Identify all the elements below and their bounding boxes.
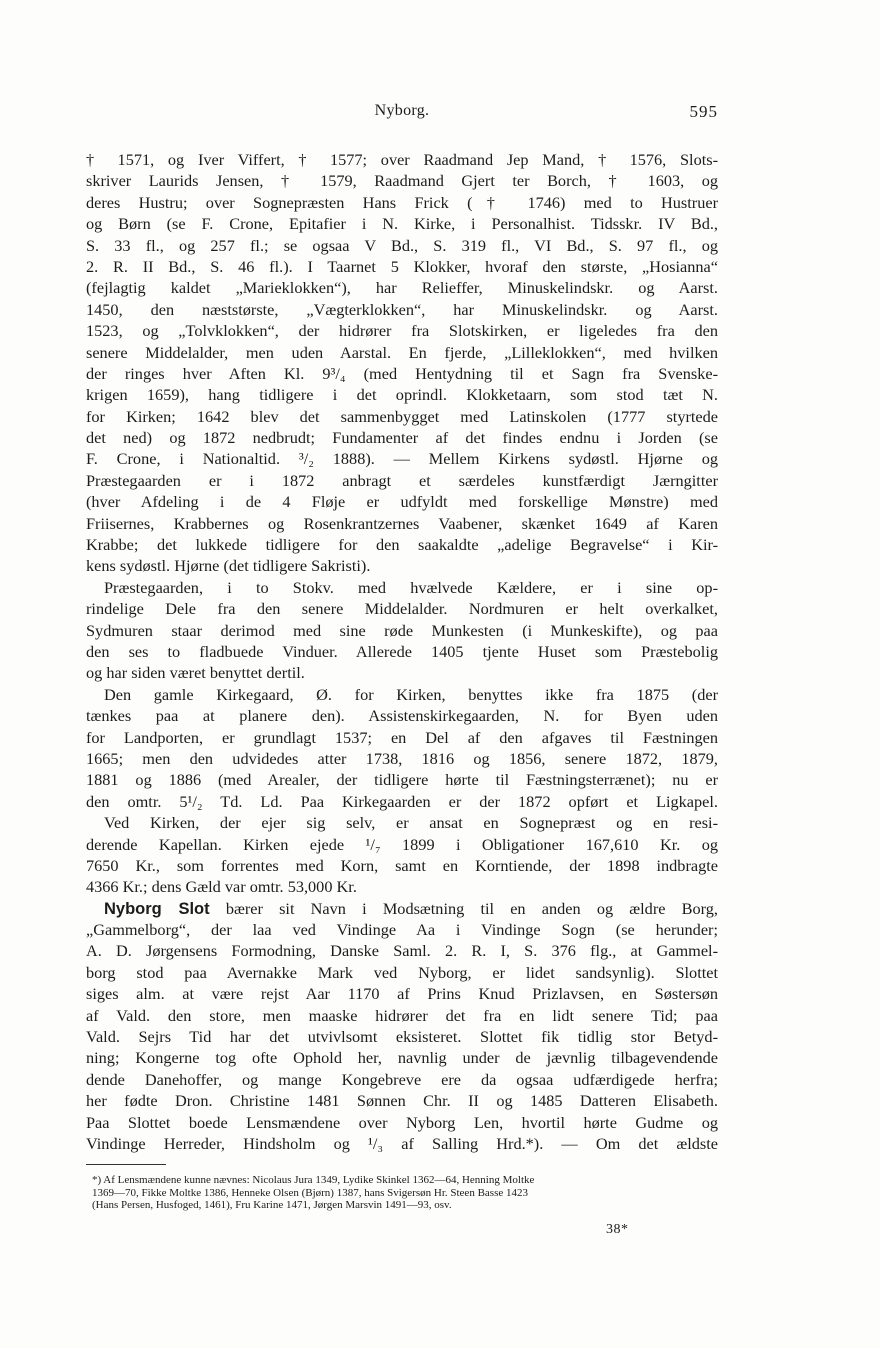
text-line: tænkes paa at planere den). Assistenskirkegaarden, N. for Byen uden: [86, 706, 718, 726]
text-line: 7650 Kr., som forrentes med Korn, samt en Korntiende, der 1898 indbragte: [86, 855, 718, 875]
text-line: krigen 1659), hang tidligere i det oprindl. Klokketaarn, som stod tæt N.: [86, 385, 718, 405]
text-line: 1523, og „Tolvklokken“, der hidrører fra Slotskirken, er ligeledes fra den: [86, 321, 718, 341]
text-line: „Gammelborg“, der laa ved Vindinge Aa i Vindinge Sogn (se herunder;: [86, 920, 718, 940]
text-line: Friisernes, Krabbernes og Rosenkrantzernes Vaabener, skænket 1649 af Karen: [86, 513, 718, 533]
text-line: for Kirken; 1642 blev det sammenbygget med Latinskolen (1777 styrtede: [86, 406, 718, 426]
section-text: bærer sit Navn i Modsætning til en anden og ældre Borg,: [225, 898, 718, 918]
text-line: og Børn (se F. Crone, Epitafier i N. Kirke, i Personalhist. Tidsskr. IV Bd.,: [86, 214, 718, 234]
text-line: for Landporten, er grundlagt 1537; en Del af den afgaves til Fæstningen: [86, 727, 718, 747]
text-line: 1665; men den udvidedes atter 1738, 1816 og 1856, senere 1872, 1879,: [86, 748, 718, 768]
text-line: 2. R. II Bd., S. 46 fl.). I Taarnet 5 Klokker, hvoraf den største, „Hosianna“: [86, 256, 718, 276]
text-line: skriver Laurids Jensen, † 1579, Raadmand Gjert ter Borch, † 1603, og: [86, 171, 718, 191]
text-line: (hver Afdeling i de 4 Fløje er udfyldt med forskellige Mønstre) med: [86, 492, 718, 512]
text-line: deres Hustru; over Sognepræsten Hans Frick († 1746) med to Hustruer: [86, 192, 718, 212]
text-line: S. 33 fl., og 257 fl.; se ogsaa V Bd., S. 319 fl., VI Bd., S. 97 fl., og: [86, 235, 718, 255]
text-line: rindelige Dele fra den senere Middelalder. Nordmuren er helt overkalket,: [86, 599, 718, 619]
text-line: dende Danehoffer, og mange Kongebreve ere da ogsaa udfærdigede herfra;: [86, 1069, 718, 1089]
text-line: (fejlagtig kaldet „Marieklokken“), har Relieffer, Minuskelindskr. og Aarst.: [86, 278, 718, 298]
text-line: her fødte Dron. Christine 1481 Sønnen Chr. II og 1485 Datteren Elisabeth.: [86, 1091, 718, 1111]
text-line: siges alm. at være rejst Aar 1170 af Prins Knud Prizlavsen, en Søstersøn: [86, 984, 718, 1004]
text-line: 4366 Kr.; dens Gæld var omtr. 53,000 Kr.: [86, 877, 357, 897]
text-line: borg stod paa Avernakke Mark ved Nyborg, er lidet sandsynlig). Slottet: [86, 962, 718, 982]
body-text: [86, 149, 718, 1154]
text-line: Sydmuren staar derimod med sine røde Munkesten (i Munkeskifte), og paa: [86, 620, 718, 640]
text-line: og har siden været benyttet dertil.: [86, 663, 305, 683]
text-line: den ses to fladbuede Vinduer. Allerede 1405 tjente Huset som Præstebolig: [86, 641, 718, 661]
text-line: der ringes hver Aften Kl. 9³/₄ (med Hentydning til et Sagn fra Svenske-: [86, 363, 718, 383]
text-line: Præstegaarden er i 1872 anbragt et særdeles kunstfærdigt Jærngitter: [86, 470, 718, 490]
text-line: det ned) og 1872 nedbrudt; Fundamenter af det findes endnu i Jorden (se: [86, 428, 718, 448]
paragraph-start-line: Præstegaarden, i to Stokv. med hvælvede Kældere, er i sine op-: [104, 577, 718, 597]
text-line: Vald. Sejrs Tid har det utvivlsomt eksisteret. Slottet fik tidlig stor Betyd-: [86, 1027, 718, 1047]
text-line: † 1571, og Iver Viffert, † 1577; over Raadmand Jep Mand, † 1576, Slots-: [86, 150, 718, 169]
footnote-line: *) Af Lensmændene kunne nævnes: Nicolaus Jura 1349, Lydike Skinkel 1362—64, Henning Moltke: [92, 1174, 535, 1186]
text-line: Vindinge Herreder, Hindsholm og ¹/₃ af Salling Hrd.*). — Om det ældste: [86, 1133, 718, 1153]
footnotes: [92, 1174, 718, 1212]
running-head: [86, 102, 718, 126]
text-line: Paa Slottet boede Lensmændene over Nyborg Len, hvortil hørte Gudme og: [86, 1112, 718, 1132]
text-line: kens sydøstl. Hjørne (det tidligere Sakristi).: [86, 556, 371, 576]
paragraph-start-line: Den gamle Kirkegaard, Ø. for Kirken, benyttes ikke fra 1875 (der: [104, 684, 718, 704]
footnote-line: 1369—70, Fikke Moltke 1386, Henneke Olsen (Bjørn) 1387, hans Svigersøn Hr. Steen Basse 1423: [92, 1186, 528, 1199]
text-line: ning; Kongerne tog ofte Ophold her, navnlig under de jævnlig tilbagevendende: [86, 1048, 718, 1068]
page-number: 595: [689, 102, 718, 121]
footnote-divider: [86, 1164, 166, 1165]
paragraph-start-line: Ved Kirken, der ejer sig selv, er ansat en Sognepræst og en resi-: [104, 813, 718, 833]
text-line: 1881 og 1886 (med Arealer, der tidligere hørte til Fæstningsterrænet); nu er: [86, 770, 718, 790]
page-title: Nyborg.: [374, 102, 430, 119]
footnote-line: (Hans Persen, Husfoged, 1461), Fru Karine 1471, Jørgen Marsvin 1491—93, osv.: [92, 1199, 452, 1211]
text-line: 1450, den næststørste, „Vægterklokken“, har Minuskelindskr. og Aarst.: [86, 299, 718, 319]
text-line: af Vald. den store, men maaske hidrører det fra en lidt senere Tid; paa: [86, 1005, 718, 1025]
text-line: Krabbe; det lukkede tidligere for den saakaldte „adelige Begravelse“ i Kir-: [86, 535, 718, 555]
text-line: F. Crone, i Nationaltid. ³/₂ 1888). — Mellem Kirkens sydøstl. Hjørne og: [86, 449, 718, 469]
text-line: den omtr. 5¹/₂ Td. Ld. Paa Kirkegaarden er der 1872 opført et Ligkapel.: [86, 791, 718, 811]
text-line: senere Middelalder, men uden Aarstal. En fjerde, „Lilleklokken“, med hvilken: [86, 342, 718, 362]
section-heading: Nyborg Slot: [104, 899, 210, 918]
paragraph-start-line: [86, 898, 718, 919]
text-line: derende Kapellan. Kirken ejede ¹/₇ 1899 i Obligationer 167,610 Kr. og: [86, 834, 718, 854]
text-line: A. D. Jørgensens Formodning, Danske Saml. 2. R. I, S. 376 flg., at Gammel-: [86, 941, 718, 961]
signature-mark: 38*: [606, 1222, 629, 1237]
